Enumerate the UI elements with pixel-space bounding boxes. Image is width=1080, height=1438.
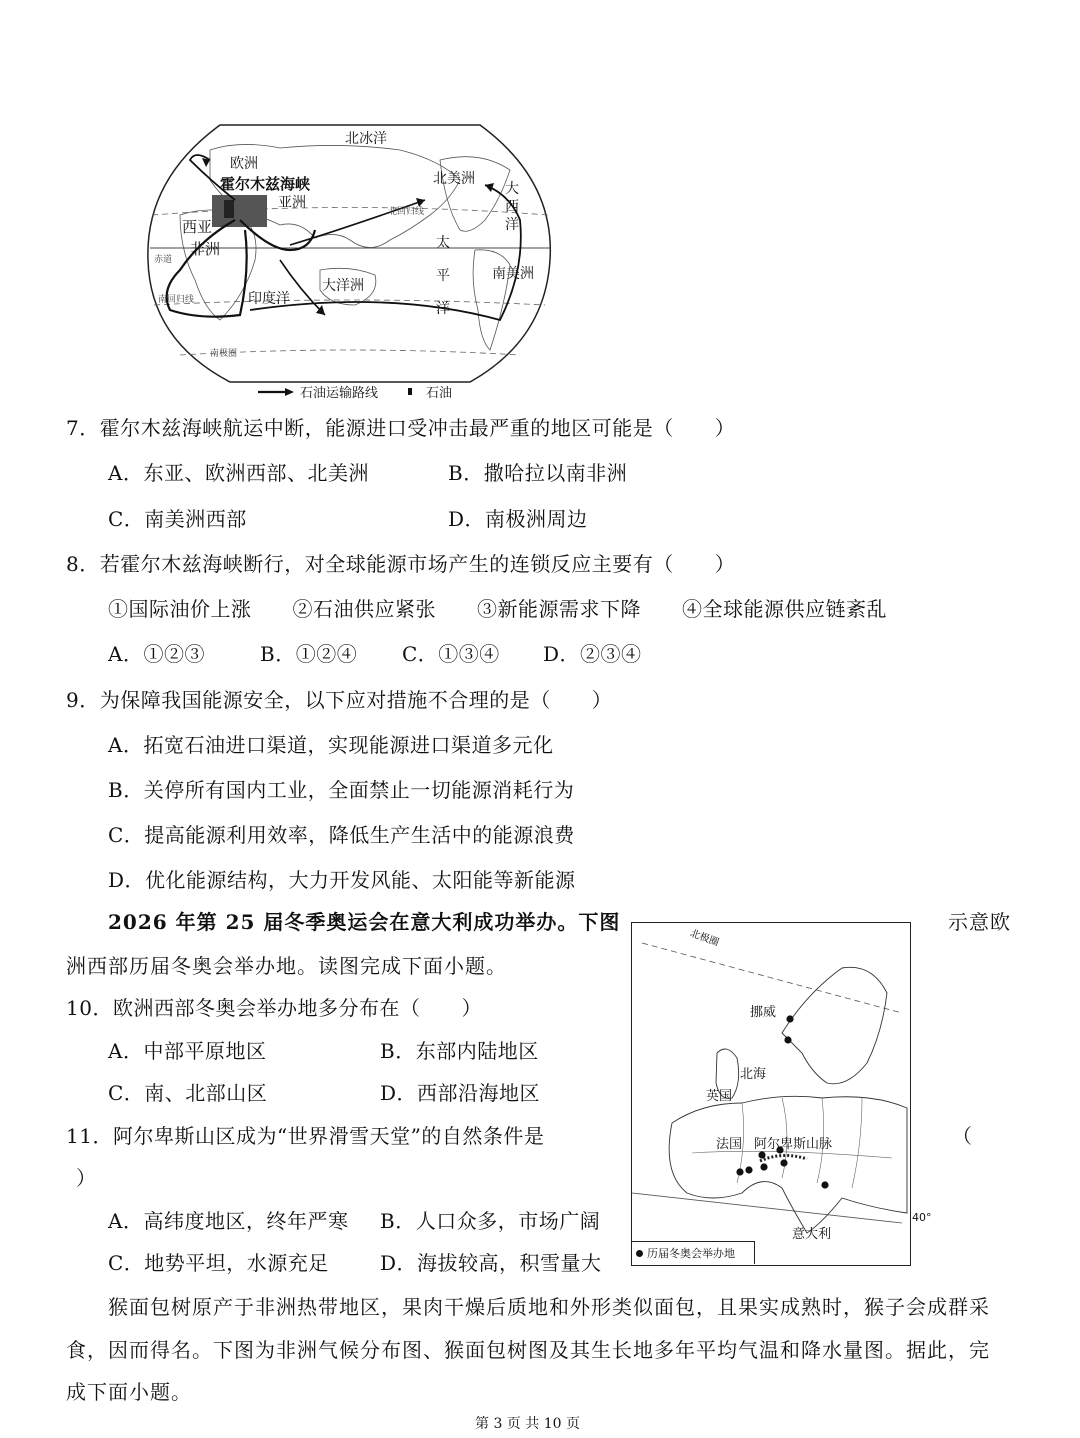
label-pacific-2: 平	[436, 268, 450, 284]
label-france: 法国	[716, 1137, 743, 1152]
q7-stem: 7．霍尔木兹海峡航运中断，能源进口受冲击最严重的地区可能是（ ）	[66, 416, 736, 440]
q11-stem: 11．阿尔卑斯山区成为“世界滑雪天堂”的自然条件是	[66, 1124, 545, 1148]
label-uk: 英国	[706, 1089, 733, 1104]
label-africa: 非洲	[190, 240, 221, 258]
q9-option-c[interactable]: C．提高能源利用效率，降低生产生活中的能源浪费	[108, 823, 575, 847]
q11-option-a[interactable]: A．高纬度地区，终年严寒	[108, 1209, 349, 1233]
q10-option-d[interactable]: D．西部沿海地区	[380, 1081, 541, 1105]
label-south-america: 南美洲	[492, 266, 534, 282]
label-arctic: 北冰洋	[345, 131, 387, 147]
world-map-legend	[258, 382, 452, 401]
q9-stem: 9．为保障我国能源安全，以下应对措施不合理的是（ ）	[66, 688, 613, 712]
label-tropic-capricorn: 南回归线	[158, 295, 195, 305]
q11-option-c[interactable]: C．地势平坦，水源充足	[108, 1251, 329, 1275]
intro2-line2: 洲西部历届冬奥会举办地。读图完成下面小题。	[66, 954, 507, 978]
q8-items: ①国际油价上涨 ②石油供应紧张 ③新能源需求下降 ④全球能源供应链紊乱	[108, 597, 887, 621]
label-north-america: 北美洲	[433, 171, 475, 187]
q9-option-a[interactable]: A．拓宽石油进口渠道，实现能源进口渠道多元化	[108, 733, 554, 757]
europe-olympics-map	[631, 922, 932, 1266]
legend-oil-label: 石油	[426, 386, 453, 401]
label-tropic-cancer: 北回归线	[388, 207, 425, 217]
page-footer: 第 3 页 共 10 页	[475, 1416, 580, 1432]
q11-paren-open: （	[952, 1124, 973, 1148]
q8-option-b[interactable]: B．①②④	[260, 642, 358, 666]
q7-option-d[interactable]: D．南极洲周边	[448, 507, 588, 531]
q10-option-b[interactable]: B．东部内陆地区	[380, 1039, 539, 1063]
intro3-line3: 成下面小题。	[66, 1380, 192, 1404]
europe-map-graphic	[632, 923, 910, 1265]
q7-option-b[interactable]: B．撒哈拉以南非洲	[448, 461, 628, 485]
q9-option-b[interactable]: B．关停所有国内工业，全面禁止一切能源消耗行为	[108, 778, 575, 802]
legend-route-label: 石油运输路线	[300, 386, 379, 401]
label-arctic-circle: 北极圈	[688, 928, 721, 949]
host-city-dot-icon	[636, 1250, 643, 1257]
label-atlantic: 大西洋	[505, 181, 519, 233]
label-indian-ocean: 印度洋	[248, 291, 290, 307]
route-arrow-icon	[258, 387, 294, 397]
host-city-markers	[736, 1015, 828, 1188]
intro3-line2: 食，因而得名。下图为非洲气候分布图、猴面包树图及其生长地多年平均气温和降水量图。据此，完	[66, 1338, 990, 1362]
q7-option-a[interactable]: A．东亚、欧洲西部、北美洲	[108, 461, 369, 485]
q8-option-a[interactable]: A．①②③	[108, 642, 205, 666]
label-hormuz: 霍尔木兹海峡	[220, 175, 311, 193]
q11-paren-close: ）	[76, 1166, 97, 1190]
q10-option-c[interactable]: C．南、北部山区	[108, 1081, 268, 1105]
label-europe: 欧洲	[230, 156, 258, 172]
label-italy: 意大利	[792, 1227, 832, 1242]
label-equator: 赤道	[154, 255, 173, 265]
q8-option-c[interactable]: C．①③④	[402, 642, 500, 666]
oil-marker-icon	[408, 388, 412, 395]
intro3-line1: 猴面包树原产于非洲热带地区，果肉干燥后质地和外形类似面包，且果实成熟时，猴子会成群采	[108, 1295, 990, 1319]
q7-option-c[interactable]: C．南美洲西部	[108, 507, 247, 531]
q10-stem: 10．欧洲西部冬奥会举办地多分布在（ ）	[66, 996, 482, 1020]
label-north-sea: 北海	[740, 1067, 767, 1082]
q8-option-d[interactable]: D．②③④	[543, 642, 642, 666]
label-pacific-1: 太	[436, 235, 450, 251]
intro2-line1-end: 示意欧	[948, 910, 1011, 934]
q8-stem: 8．若霍尔木兹海峡断行，对全球能源市场产生的连锁反应主要有（ ）	[66, 552, 736, 576]
label-west-asia: 西亚	[182, 218, 213, 236]
label-antarctic-circle: 南极圈	[210, 349, 238, 359]
world-oil-route-map	[140, 120, 560, 405]
label-norway: 挪威	[750, 1005, 777, 1020]
q11-option-d[interactable]: D．海拔较高，积雪量大	[380, 1251, 602, 1275]
label-asia: 亚洲	[278, 195, 306, 211]
q11-option-b[interactable]: B．人口众多，市场广阔	[380, 1209, 601, 1233]
q10-option-a[interactable]: A．中部平原地区	[108, 1039, 267, 1063]
label-lat-40: 40°	[912, 1211, 932, 1224]
label-oceania: 大洋洲	[322, 278, 364, 294]
europe-map-legend	[632, 1241, 755, 1264]
q9-option-d[interactable]: D．优化能源结构，大力开发风能、太阳能等新能源	[108, 868, 576, 892]
intro2-line1: 2026 年第 25 届冬季奥运会在意大利成功举办。下图	[108, 910, 621, 934]
label-pacific-3: 洋	[436, 301, 450, 317]
label-alps: 阿尔卑斯山脉	[754, 1137, 833, 1152]
legend-host-label: 历届冬奥会举办地	[647, 1247, 735, 1260]
